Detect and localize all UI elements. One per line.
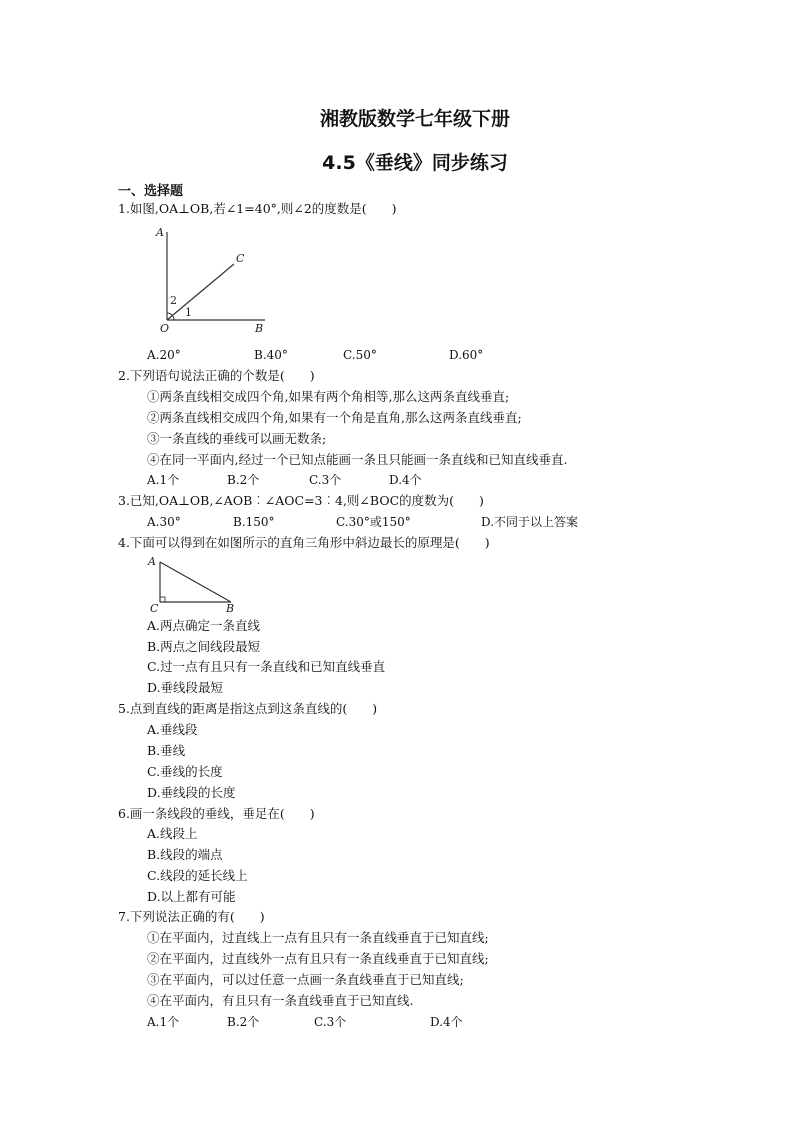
question-6-stem: 6.画一条线段的垂线，垂足在( ) [118,806,315,821]
option-c[interactable]: C.3个 [314,1015,347,1029]
label-angle-2: 2 [170,294,177,307]
question-7-stem: 7.下列说法正确的有( ) [118,909,265,924]
option-c[interactable]: C.30°或150° [336,515,411,529]
question-2-statement: ②两条直线相交成四个角,如果有一个角是直角,那么这两条直线垂直; [147,410,522,425]
option-b[interactable]: B.150° [233,515,275,529]
page-subtitle: 4.5《垂线》同步练习 [322,152,508,174]
label-c: C [150,602,159,614]
option-c[interactable]: C.3个 [309,473,342,487]
option-c[interactable]: C.50° [343,348,377,362]
option-a[interactable]: A.两点确定一条直线 [147,618,261,633]
side-ab [160,562,231,602]
option-a[interactable]: A.1个 [147,1015,180,1029]
option-a[interactable]: A.20° [147,348,181,362]
question-5-stem: 5.点到直线的距离是指这点到这条直线的( ) [118,701,378,716]
label-b: B [226,602,235,614]
question-4-figure [144,554,244,614]
label-a: A [148,555,156,568]
question-7-statement: ③在平面内，可以过任意一点画一条直线垂直于已知直线; [147,972,464,987]
question-1-figure [150,224,280,336]
option-a[interactable]: A.30° [147,515,181,529]
question-2-stem: 2.下列语句说法正确的个数是( ) [118,368,315,383]
question-2-statement: ③一条直线的垂线可以画无数条; [147,431,327,446]
option-c[interactable]: C.垂线的长度 [147,764,223,779]
label-b: B [255,322,264,335]
label-angle-1: 1 [185,306,192,319]
option-d[interactable]: D.垂线段最短 [147,680,224,695]
label-a: A [156,226,164,239]
question-2-statement: ①两条直线相交成四个角,如果有两个角相等,那么这两条直线垂直; [147,389,510,404]
question-7-statement: ④在平面内，有且只有一条直线垂直于已知直线. [147,993,414,1008]
option-d[interactable]: D.不同于以上答案 [481,515,579,529]
option-a[interactable]: A.垂线段 [147,722,198,737]
page-title: 湘教版数学七年级下册 [319,108,510,130]
option-b[interactable]: B.2个 [227,1015,260,1029]
option-a[interactable]: A.线段上 [147,826,198,841]
option-a[interactable]: A.1个 [147,473,180,487]
option-b[interactable]: B.40° [254,348,288,362]
question-4-stem: 4.下面可以得到在如图所示的直角三角形中斜边最长的原理是( ) [118,535,490,550]
label-o: O [160,322,170,335]
section-title: 一、选择题 [118,184,184,199]
option-b[interactable]: B.垂线 [147,743,186,758]
question-7-statement: ②在平面内，过直线外一点有且只有一条直线垂直于已知直线; [147,951,489,966]
label-c: C [236,252,245,265]
question-1-stem: 1.如图,OA⊥OB,若∠1=40°,则∠2的度数是( ) [118,201,397,216]
option-b[interactable]: B.2个 [227,473,260,487]
question-3-stem: 3.已知,OA⊥OB,∠AOB︰∠AOC=3︰4,则∠BOC的度数为( ) [118,493,484,508]
option-b[interactable]: B.两点之间线段最短 [147,639,261,654]
option-d[interactable]: D.4个 [389,473,422,487]
option-d[interactable]: D.垂线段的长度 [147,785,236,800]
option-d[interactable]: D.以上都有可能 [147,889,236,904]
option-b[interactable]: B.线段的端点 [147,847,223,862]
option-d[interactable]: D.60° [449,348,484,362]
question-7-statement: ①在平面内，过直线上一点有且只有一条直线垂直于已知直线; [147,930,489,945]
option-c[interactable]: C.过一点有且只有一条直线和已知直线垂直 [147,659,386,674]
option-c[interactable]: C.线段的延长线上 [147,868,248,883]
ray-oc [167,264,234,320]
question-2-statement: ④在同一平面内,经过一个已知点能画一条且只能画一条直线和已知直线垂直. [147,452,568,467]
option-d[interactable]: D.4个 [430,1015,463,1029]
right-angle-mark [160,597,165,602]
